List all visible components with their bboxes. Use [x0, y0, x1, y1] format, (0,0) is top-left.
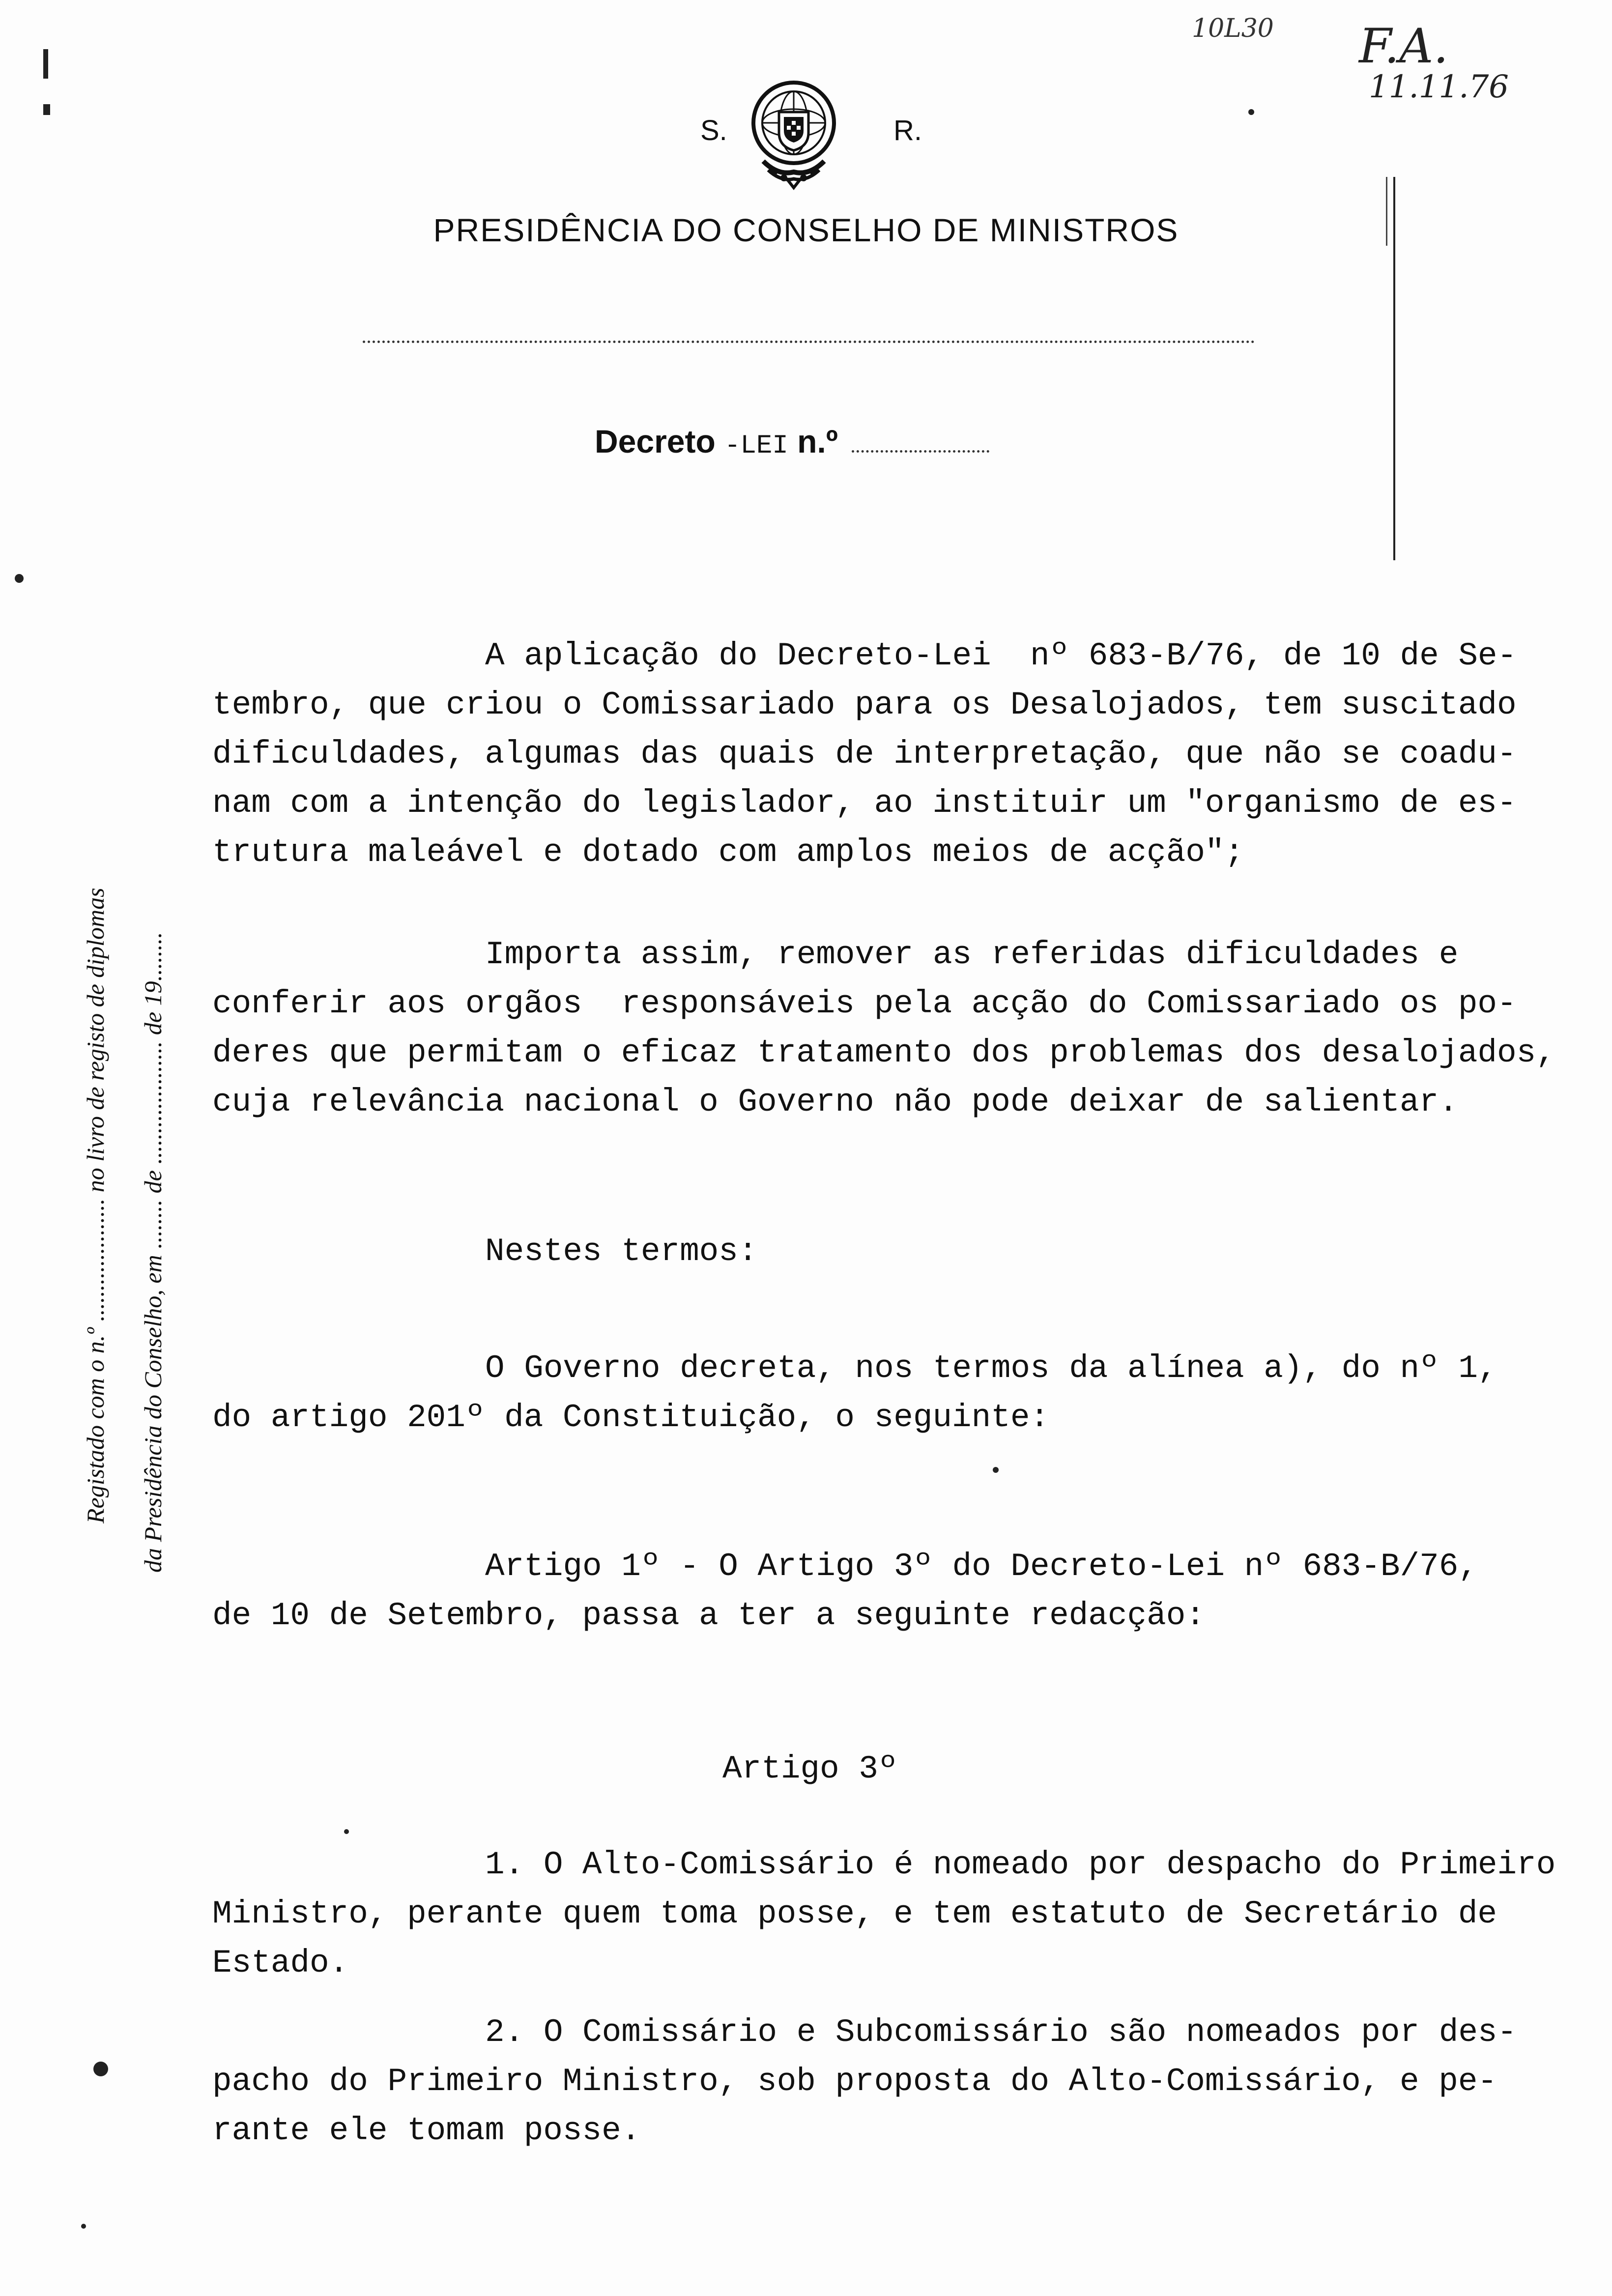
handwritten-initials: F.A. — [1359, 19, 1449, 74]
text-line: dificuldades, algumas das quais de interpretação, que não se coadu- — [212, 736, 1517, 773]
preamble-paragraph-2 — [212, 930, 1579, 1127]
decree-label: Decreto — [595, 423, 716, 459]
crest-left-letter: S. — [700, 115, 727, 146]
text-line: Nestes termos: — [485, 1233, 758, 1270]
handwritten-reference: 10L30 — [1192, 14, 1274, 43]
dotted-divider — [363, 341, 1255, 343]
registry-stamp-line-2: da Presidência do Conselho, em ........ de .................... de 19........ — [139, 932, 167, 1573]
decree-number-label: n.º — [797, 423, 838, 459]
coat-of-arms-seal — [745, 74, 843, 192]
text-line: pacho do Primeiro Ministro, sob proposta do Alto-Comissário, e pe- — [212, 2063, 1497, 2100]
margin-pen-line — [1393, 177, 1395, 560]
preamble-paragraph-1 — [212, 631, 1579, 877]
margin-pen-line-short — [1386, 177, 1387, 246]
article-1 — [212, 1542, 1579, 1640]
text-line: rante ele tomam posse. — [212, 2112, 641, 2149]
handwritten-date: 11.11.76 — [1369, 69, 1509, 105]
decree-clause — [212, 1344, 1579, 1442]
article-3-item-2 — [212, 2008, 1579, 2155]
decree-number-blank — [852, 450, 989, 453]
decree-title — [595, 423, 989, 461]
issuing-office: PRESIDÊNCIA DO CONSELHO DE MINISTROS — [433, 212, 1179, 248]
text-line: de 10 de Setembro, passa a ter a seguinte redacção: — [212, 1597, 1205, 1634]
text-line: cuja relevância nacional o Governo não pode deixar de salientar. — [212, 1084, 1458, 1120]
scan-speck — [344, 1829, 349, 1834]
decree-type: -LEI — [724, 431, 788, 461]
text-line: 2. O Comissário e Subcomissário são nomeados por des- — [485, 2014, 1517, 2051]
scan-speck — [993, 1467, 999, 1473]
text-line: conferir aos orgãos responsáveis pela acção do Comissariado os po- — [212, 985, 1517, 1022]
text-line: do artigo 201º da Constituição, o seguinte: — [212, 1399, 1050, 1436]
scan-speck — [1248, 109, 1254, 115]
scan-mark — [43, 104, 50, 115]
nestes-termos — [212, 1227, 1579, 1276]
registry-stamp-line-1: Registado com o n.º .................... no livro de registo de diplomas — [82, 888, 109, 1523]
text-line: 1. O Alto-Comissário é nomeado por despacho do Primeiro — [485, 1846, 1556, 1883]
text-line: Estado. — [212, 1945, 349, 1981]
text-line: deres que permitam o eficaz tratamento dos problemas dos desalojados, — [212, 1034, 1555, 1071]
text-line: Artigo 1º - O Artigo 3º do Decreto-Lei nº 683-B/76, — [485, 1548, 1478, 1585]
crest-right-letter: R. — [893, 115, 922, 146]
text-line: trutura maleável e dotado com amplos meios de acção"; — [212, 834, 1244, 871]
text-line: A aplicação do Decreto-Lei nº 683-B/76, de 10 de Se- — [485, 637, 1517, 674]
scan-speck — [93, 2062, 108, 2076]
text-line: nam com a intenção do legislador, ao instituir um "organismo de es- — [212, 785, 1517, 822]
scan-speck — [81, 2224, 86, 2229]
text-line: tembro, que criou o Comissariado para os Desalojados, tem suscitado — [212, 687, 1517, 723]
text-line: O Governo decreta, nos termos da alínea a), do nº 1, — [485, 1350, 1497, 1387]
text-line: Ministro, perante quem toma posse, e tem estatuto de Secretário de — [212, 1895, 1497, 1932]
text-line: Importa assim, remover as referidas dificuldades e — [485, 936, 1459, 973]
article-3-heading: Artigo 3º — [722, 1751, 898, 1787]
scan-mark — [43, 49, 48, 79]
scan-speck — [15, 574, 24, 583]
article-3-item-1 — [212, 1840, 1579, 1988]
